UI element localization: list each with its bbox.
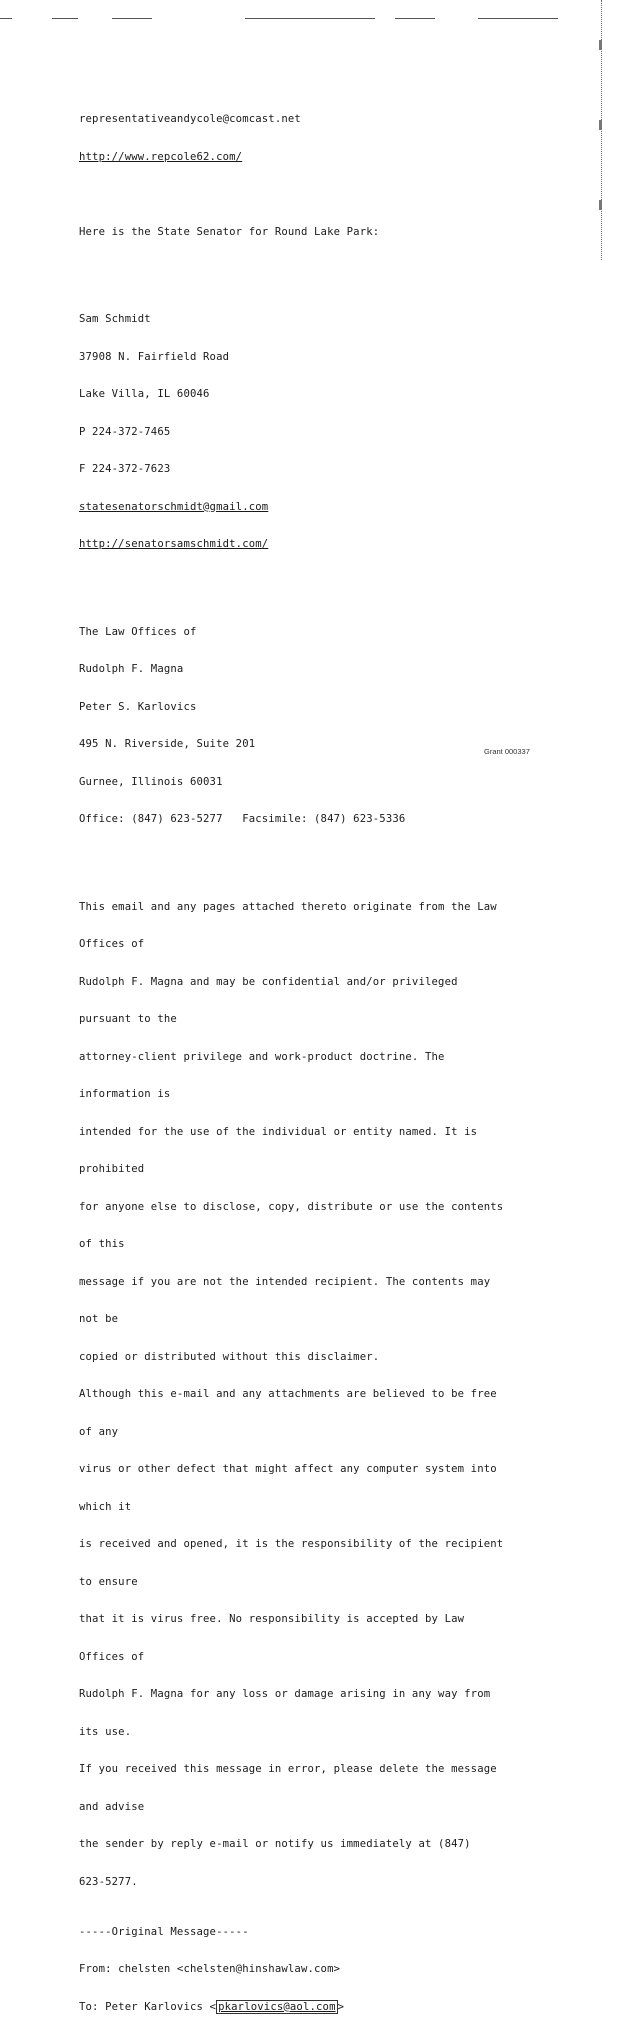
disclaimer-line: Rudolph F. Magna for any loss or damage arising in any way from	[79, 1688, 491, 1700]
scan-mark	[599, 40, 602, 50]
senator-website-link[interactable]: http://senatorsamschmidt.com/	[79, 538, 269, 550]
scan-top-edge-marks	[0, 0, 619, 22]
original-message-from: From: chelsten <chelsten@hinshawlaw.com>	[79, 1963, 341, 1975]
blank-line	[79, 263, 539, 276]
disclaimer-line: information is	[79, 1088, 171, 1100]
senator-address1: 37908 N. Fairfield Road	[79, 350, 230, 363]
to-prefix: To: Peter Karlovics <	[79, 2000, 217, 2013]
blank-line	[79, 576, 539, 589]
email-document-body	[79, 88, 539, 2026]
disclaimer-line: to ensure	[79, 1575, 138, 1588]
original-message-to	[79, 2001, 539, 2014]
disclaimer-line: is received and opened, it is the responsibility of the recipient	[79, 1538, 504, 1550]
header-email: representativeandycole@comcast.net	[79, 113, 301, 125]
disclaimer-line: of any	[79, 1425, 119, 1438]
senator-email-link[interactable]: statesenatorschmidt@gmail.com	[79, 500, 269, 513]
disclaimer-line: pursuant to the	[79, 1013, 177, 1025]
scan-mark	[599, 200, 602, 210]
disclaimer-line: its use.	[79, 1725, 132, 1738]
scan-mark	[112, 18, 152, 19]
to-suffix: >	[337, 2000, 345, 2013]
header-website-link[interactable]: http://www.repcole62.com/	[79, 150, 243, 163]
disclaimer-line: Although this e-mail and any attachments are believed to be free	[79, 1388, 497, 1400]
disclaimer-line: message if you are not the intended recipient. The contents may	[79, 1275, 491, 1288]
scan-mark	[0, 18, 12, 19]
law-office-line: The Law Offices of	[79, 625, 197, 638]
to-email-link[interactable]: pkarlovics@aol.com	[218, 2000, 336, 2013]
senator-fax: F 224-372-7623	[79, 463, 171, 475]
law-office-line: Gurnee, Illinois 60031	[79, 775, 223, 788]
disclaimer-line: Offices of	[79, 1650, 145, 1663]
disclaimer-line: Rudolph F. Magna and may be confidential and/or privileged	[79, 975, 458, 988]
disclaimer-line: not be	[79, 1313, 119, 1325]
disclaimer-line: and advise	[79, 1800, 145, 1813]
disclaimer-line: attorney-client privilege and work-product doctrine. The	[79, 1050, 445, 1063]
scan-mark	[599, 120, 602, 130]
disclaimer-line: If you received this message in error, please delete the message	[79, 1763, 497, 1775]
scan-mark	[52, 18, 78, 19]
senator-phone: P 224-372-7465	[79, 425, 171, 438]
senator-name: Sam Schmidt	[79, 313, 151, 325]
scan-right-edge	[601, 0, 605, 260]
disclaimer-line: prohibited	[79, 1163, 145, 1175]
disclaimer-line: intended for the use of the individual or entity named. It is	[79, 1125, 478, 1138]
disclaimer-line: copied or distributed without this disclaimer.	[79, 1350, 380, 1363]
original-message-separator: -----Original Message-----	[79, 1925, 249, 1938]
disclaimer-line: 623-5277.	[79, 1875, 138, 1888]
disclaimer-line: This email and any pages attached thereto originate from the Law	[79, 900, 497, 913]
law-office-line: Peter S. Karlovics	[79, 700, 197, 713]
disclaimer-line: Offices of	[79, 938, 145, 950]
scan-mark	[245, 18, 375, 19]
disclaimer-line: which it	[79, 1500, 132, 1513]
disclaimer-line: for anyone else to disclose, copy, distribute or use the contents	[79, 1200, 504, 1213]
intro-text: Here is the State Senator for Round Lake Park:	[79, 225, 380, 238]
law-office-line: 495 N. Riverside, Suite 201	[79, 738, 256, 750]
disclaimer-line: the sender by reply e-mail or notify us immediately at (847)	[79, 1838, 471, 1850]
scan-mark	[478, 18, 558, 19]
law-office-phone-line: Office: (847) 623-5277 Facsimile: (847) 623-5336	[79, 813, 406, 825]
disclaimer-line: that it is virus free. No responsibility is accepted by Law	[79, 1613, 465, 1625]
senator-address2: Lake Villa, IL 60046	[79, 388, 210, 400]
bates-number: Grant 000337	[484, 747, 530, 756]
blank-line	[79, 851, 539, 864]
scan-mark	[395, 18, 435, 19]
disclaimer-line: virus or other defect that might affect any computer system into	[79, 1463, 497, 1475]
blank-line	[79, 188, 539, 201]
disclaimer-line: of this	[79, 1238, 125, 1250]
law-office-line: Rudolph F. Magna	[79, 663, 184, 675]
